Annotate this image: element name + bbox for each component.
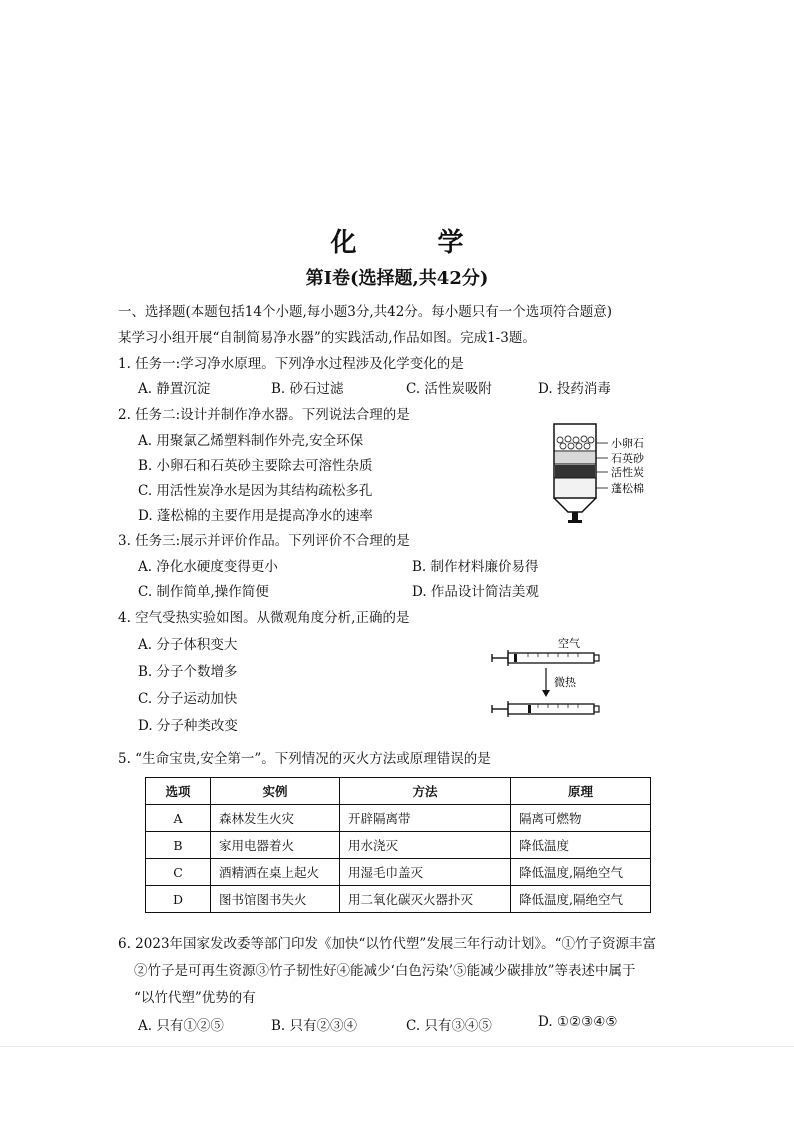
syringe-heating-figure	[488, 636, 608, 722]
q3-option-b[interactable]: B. 制作材料廉价易得	[412, 559, 539, 575]
section-subtitle: 第Ⅰ卷(选择题,共42分)	[305, 268, 489, 289]
q3-option-c[interactable]: C. 制作简单,操作简便	[138, 584, 269, 600]
q6-option-b[interactable]: B. 只有②③④	[271, 1018, 358, 1034]
table-row	[146, 886, 651, 913]
cell-option: D	[146, 886, 211, 913]
header-example: 实例	[211, 778, 340, 805]
q2-stem: 2. 任务二:设计并制作净水器。下列说法合理的是	[118, 407, 410, 423]
cell-principle: 降低温度,隔绝空气	[511, 859, 651, 886]
label-pebbles: 小卵石	[611, 437, 644, 450]
table-header-row	[146, 778, 651, 805]
table-row	[146, 832, 651, 859]
cell-example: 酒精洒在桌上起火	[211, 859, 340, 886]
label-quartz-sand: 石英砂	[611, 452, 644, 465]
cell-principle: 降低温度	[511, 832, 651, 859]
header-method: 方法	[340, 778, 511, 805]
cell-option: B	[146, 832, 211, 859]
q4-option-c[interactable]: C. 分子运动加快	[138, 691, 238, 707]
label-air: 空气	[558, 637, 580, 650]
q2-option-d[interactable]: D. 蓬松棉的主要作用是提高净水的速率	[138, 508, 373, 524]
table-row	[146, 805, 651, 832]
page-title: 化 学	[330, 228, 500, 258]
cell-example: 家用电器着火	[211, 832, 340, 859]
q6-option-a[interactable]: A. 只有①②⑤	[138, 1018, 224, 1034]
q6-option-c[interactable]: C. 只有③④⑤	[406, 1018, 492, 1034]
cell-method: 用水浇灭	[340, 832, 511, 859]
cell-option: A	[146, 805, 211, 832]
q6-stem-line1: 6. 2023年国家发改委等部门印发《加快“以竹代塑”发展三年行动计划》。“①竹子资源丰富	[118, 936, 656, 952]
q6-stem-line2: ②竹子是可再生资源③竹子韧性好④能减少‘白色污染’⑤能减少碳排放”等表述中属于	[134, 963, 636, 979]
label-gentle-heat: 微热	[554, 676, 576, 689]
header-principle: 原理	[511, 778, 651, 805]
q1-option-b[interactable]: B. 砂石过滤	[271, 381, 344, 397]
cell-method: 用湿毛巾盖灭	[340, 859, 511, 886]
cell-example: 森林发生火灾	[211, 805, 340, 832]
cell-method: 用二氧化碳灭火器扑灭	[340, 886, 511, 913]
q2-option-a[interactable]: A. 用聚氯乙烯塑料制作外壳,安全环保	[138, 433, 364, 449]
cell-example: 图书馆图书失火	[211, 886, 340, 913]
table-row	[146, 859, 651, 886]
fire-methods-table	[145, 777, 651, 913]
q6-stem-line3: “以竹代塑”优势的有	[134, 990, 256, 1006]
cell-method: 开辟隔离带	[340, 805, 511, 832]
q3-stem: 3. 任务三:展示并评价作品。下列评价不合理的是	[118, 533, 410, 549]
q2-option-b[interactable]: B. 小卵石和石英砂主要除去可溶性杂质	[138, 458, 373, 474]
q3-option-a[interactable]: A. 净化水硬度变得更小	[138, 559, 278, 575]
q1-option-c[interactable]: C. 活性炭吸附	[406, 381, 492, 397]
q5-stem: 5. “生命宝贵,安全第一”。下列情况的灭火方法或原理错误的是	[118, 751, 491, 767]
q4-stem: 4. 空气受热实验如图。从微观角度分析,正确的是	[118, 610, 410, 626]
q4-option-d[interactable]: D. 分子种类改变	[138, 718, 238, 734]
q1-option-d[interactable]: D. 投药消毒	[538, 381, 611, 397]
q3-option-d[interactable]: D. 作品设计简洁美观	[412, 584, 539, 600]
q4-option-a[interactable]: A. 分子体积变大	[138, 637, 238, 653]
q6-option-d[interactable]: D. ①②③④⑤	[538, 1014, 618, 1030]
q4-option-b[interactable]: B. 分子个数增多	[138, 664, 238, 680]
cell-principle: 隔离可燃物	[511, 805, 651, 832]
header-option: 选项	[146, 778, 211, 805]
section-intro: 某学习小组开展“自制简易净水器”的实践活动,作品如图。完成1-3题。	[118, 330, 536, 346]
page-divider	[0, 1046, 794, 1047]
q1-stem: 1. 任务一:学习净水原理。下列净水过程涉及化学变化的是	[118, 356, 464, 372]
label-activated-carbon: 活性炭	[611, 466, 644, 479]
cell-option: C	[146, 859, 211, 886]
q1-option-a[interactable]: A. 静置沉淀	[138, 381, 211, 397]
cell-principle: 降低温度,隔绝空气	[511, 886, 651, 913]
section-heading: 一、选择题(本题包括14个小题,每小题3分,共42分。每小题只有一个选项符合题意)	[118, 304, 613, 320]
label-cotton: 蓬松棉	[611, 482, 644, 495]
water-purifier-figure	[548, 418, 688, 530]
q2-option-c[interactable]: C. 用活性炭净水是因为其结构疏松多孔	[138, 483, 373, 499]
